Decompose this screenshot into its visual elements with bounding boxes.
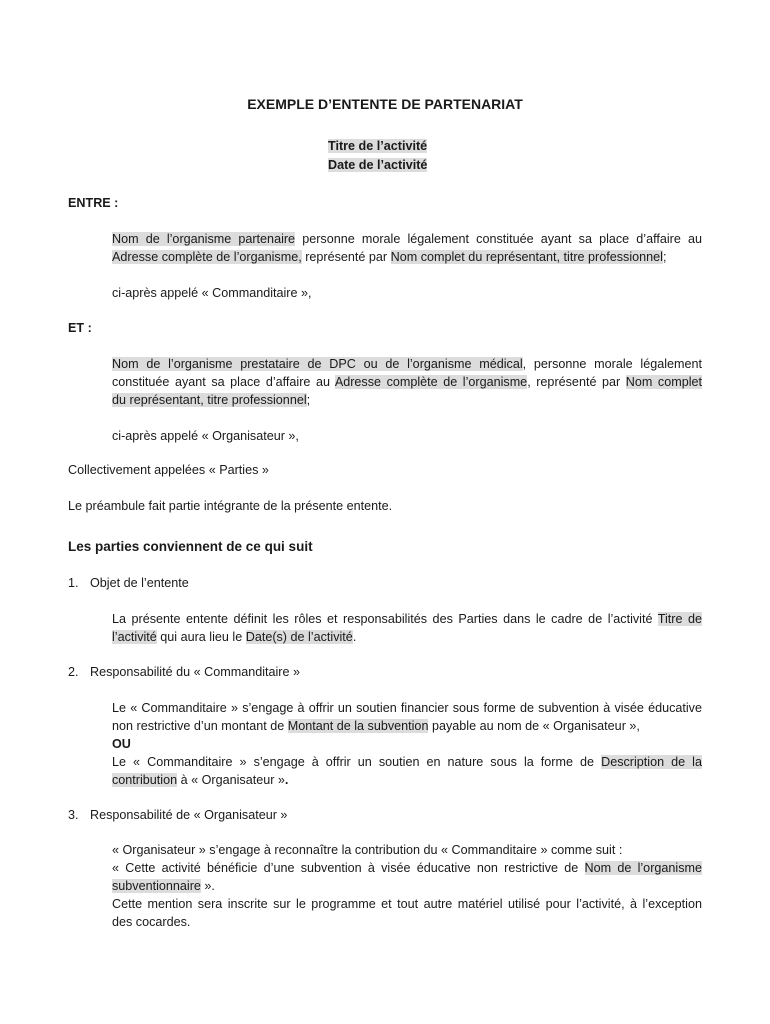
section-2-line-1: Le « Commanditaire » s’engage à offrir un soutien financier sous forme de subvention à visée éducative bbox=[112, 701, 702, 715]
et-label: ET : bbox=[68, 321, 92, 335]
partner-paragraph-line-2: Adresse complète de l’organisme, représenté par Nom complet du représentant, titre professionnel; bbox=[112, 250, 667, 264]
section-number: 3. bbox=[68, 808, 79, 822]
section-3-line-4: Cette mention sera inscrite sur le programme et tout autre matériel utilisé pour l’activité, à l’exception bbox=[112, 897, 702, 911]
provider-paragraph-line-1: Nom de l’organisme prestataire de DPC ou de l’organisme médical, personne morale légalement bbox=[112, 357, 703, 371]
section-1-line-1: La présente entente définit les rôles et responsabilités des Parties dans le cadre de l’activité Titre de bbox=[112, 612, 702, 626]
section-2-line-2: non restrictive d’un montant de Montant de la subvention payable au nom de « Organisateur », bbox=[112, 719, 640, 733]
document-title: EXEMPLE D’ENTENTE DE PARTENARIAT bbox=[247, 96, 523, 112]
section-2-line-4: Le « Commanditaire » s’engage à offrir un soutien en nature sous la forme de Description de la bbox=[112, 755, 702, 769]
partner-paragraph-line-1: Nom de l’organisme partenaire personne morale légalement constituée ayant sa place d’affaire au bbox=[112, 232, 702, 246]
activity-date-field: Date de l’activité bbox=[328, 158, 428, 172]
activity-title-field: Titre de l’activité bbox=[328, 139, 428, 153]
section-2-line-5: contribution à « Organisateur ». bbox=[112, 773, 289, 787]
section-2-heading bbox=[68, 663, 301, 681]
section-3-heading bbox=[68, 806, 288, 824]
provider-called: ci-après appelé « Organisateur », bbox=[112, 429, 299, 443]
section-title: Responsabilité de « Organisateur » bbox=[90, 808, 288, 822]
section-1-heading bbox=[68, 574, 189, 592]
section-2-or: OU bbox=[112, 737, 131, 751]
agreement-heading: Les parties conviennent de ce qui suit bbox=[68, 539, 313, 554]
section-number: 2. bbox=[68, 665, 79, 679]
section-3-line-3: subventionnaire ». bbox=[112, 879, 215, 893]
section-title: Responsabilité du « Commanditaire » bbox=[90, 665, 301, 679]
entre-label: ENTRE : bbox=[68, 196, 119, 210]
section-number: 1. bbox=[68, 576, 79, 590]
provider-paragraph-line-2: constituée ayant sa place d’affaire au Adresse complète de l’organisme, représenté par Nom complet bbox=[112, 375, 703, 389]
section-3-line-2: « Cette activité bénéficie d’une subvention à visée éducative non restrictive de Nom de l’organisme bbox=[112, 861, 702, 875]
section-3-line-1: « Organisateur » s’engage à reconnaître la contribution du « Commanditaire » comme suit : bbox=[112, 843, 623, 857]
partner-called: ci-après appelé « Commanditaire », bbox=[112, 286, 312, 300]
provider-paragraph-line-3: du représentant, titre professionnel; bbox=[112, 393, 311, 407]
section-3-line-5: des cocardes. bbox=[112, 915, 191, 929]
section-1-line-2: l’activité qui aura lieu le Date(s) de l’activité. bbox=[112, 630, 357, 644]
collectively-text: Collectivement appelées « Parties » bbox=[68, 463, 269, 477]
preamble-text: Le préambule fait partie intégrante de la présente entente. bbox=[68, 499, 393, 513]
section-title: Objet de l’entente bbox=[90, 576, 189, 590]
